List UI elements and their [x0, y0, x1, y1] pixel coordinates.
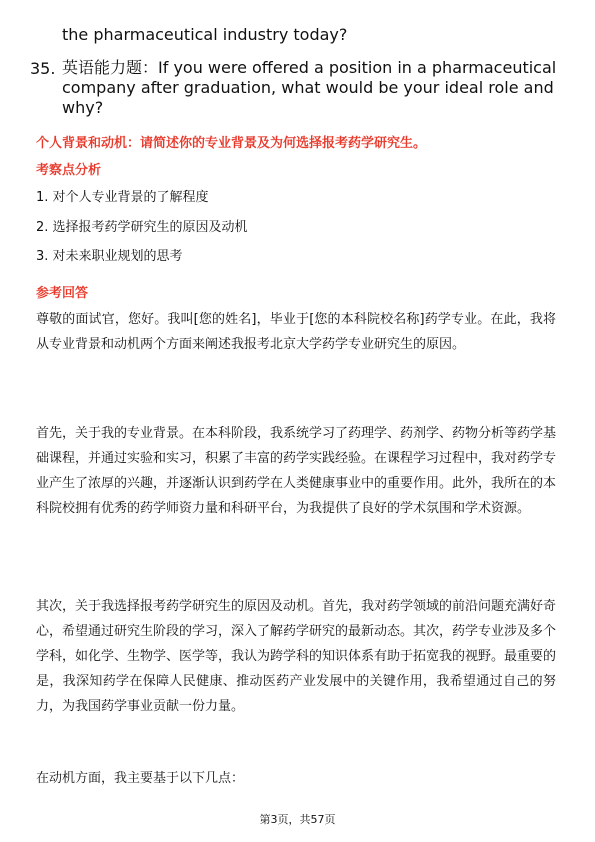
- analysis-label: 考察点分析: [36, 163, 102, 178]
- question-text: 英语能力题：If you were offered a position in a pharmaceutical company after graduation, what would be your ideal role and why?: [62, 58, 557, 117]
- question-continuation: the pharmaceutical industry today?: [62, 25, 348, 44]
- answer-paragraph: 尊敬的面试官，您好。我叫[您的姓名]，毕业于[您的本科院校名称]药学专业。在此，我将从专业背景和动机两个方面来阐述我报考北京大学药学专业研究生的原因。: [36, 312, 556, 352]
- analysis-point: 3. 对未来职业规划的思考: [36, 249, 183, 264]
- analysis-point: 2. 选择报考药学研究生的原因及动机: [36, 220, 248, 235]
- answer-paragraph: 首先，关于我的专业背景。在本科阶段，我系统学习了药理学、药剂学、药物分析等药学基础课程，并通过实验和实习，积累了丰富的药学实践经验。在课程学习过程中，我对药学专业产生了浓厚的兴趣，并逐渐认识到药学在人类健康事业中的重要作用。此外，我所在的本科院校拥有优秀的药学师资力量和科研平台，为我提供了良好的学术氛围和学术资源。: [36, 426, 557, 516]
- question-number: 35.: [30, 59, 56, 78]
- analysis-point: 1. 对个人专业背景的了解程度: [36, 190, 209, 205]
- answer-paragraph: 在动机方面，我主要基于以下几点：: [36, 771, 245, 786]
- answer-paragraph: 其次，关于我选择报考药学研究生的原因及动机。首先，我对药学领域的前沿问题充满好奇心，希望通过研究生阶段的学习，深入了解药学研究的最新动态。其次，药学专业涉及多个学科，如化学、生物学、医学等，我认为跨学科的知识体系有助于拓宽我的视野。最重要的是，我深知药学在保障人民健康、推动医药产业发展中的关键作用，我希望通过自己的努力，为我国药学事业贡献一份力量。: [36, 599, 557, 714]
- reference-answer-label: 参考回答: [36, 286, 89, 301]
- section-title: 个人背景和动机：请简述你的专业背景及为何选择报考药学研究生。: [36, 136, 427, 151]
- page-footer: 第3页，共57页: [259, 813, 336, 826]
